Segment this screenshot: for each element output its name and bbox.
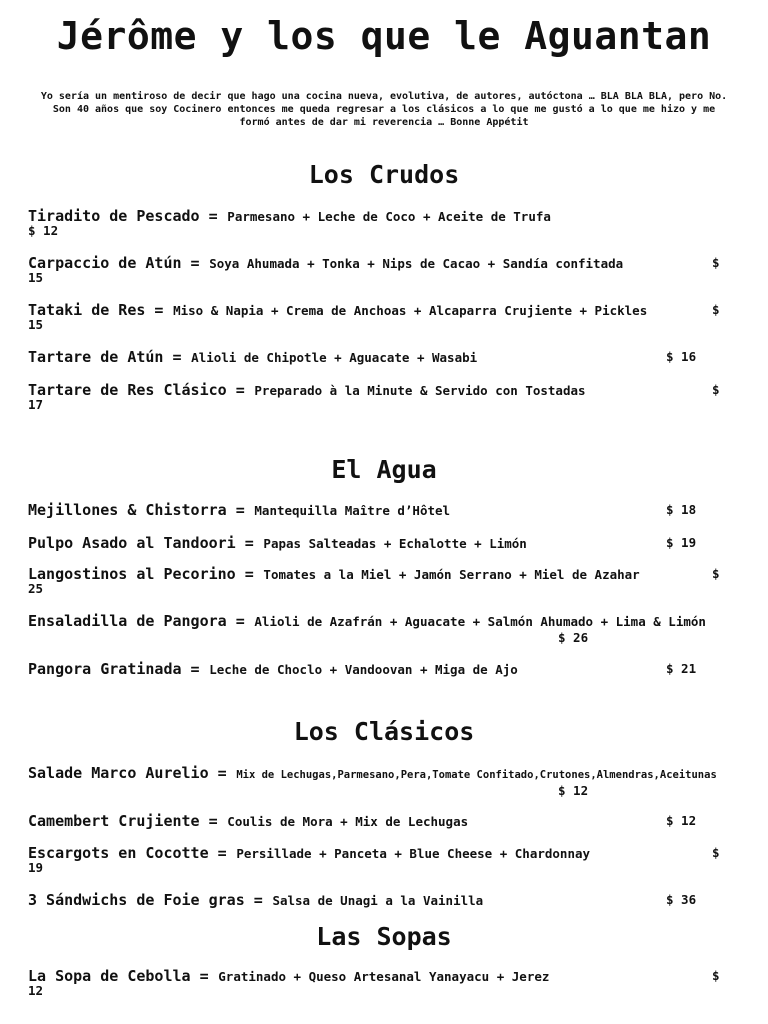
intro-text <box>20 90 748 129</box>
item-price: $ 12 <box>558 783 589 798</box>
item-price: $ 16 <box>666 349 697 364</box>
item-name: Escargots en Cocotte = <box>28 844 227 862</box>
menu-item <box>28 253 740 285</box>
item-description: Gratinado + Queso Artesanal Yanayacu + Jerez <box>218 969 550 984</box>
item-description: Tomates a la Miel + Jamón Serrano + Miel de Azahar <box>263 567 640 582</box>
item-description: Alioli de Azafrán + Aguacate + Salmón Ahumado + Lima & Limón <box>254 614 706 629</box>
item-description: Soya Ahumada + Tonka + Nips de Cacao + Sandía confitada <box>209 256 624 271</box>
item-description: Parmesano + Leche de Coco + Aceite de Trufa <box>227 209 551 224</box>
menu-item <box>28 659 740 678</box>
item-price-amount: 17 <box>28 397 44 412</box>
item-price-amount: 19 <box>28 860 44 875</box>
item-price: $ 36 <box>666 892 697 907</box>
menu-item <box>28 966 740 998</box>
intro-line: formó antes de dar mi reverencia … Bonne Appétit <box>239 117 529 128</box>
item-description: Leche de Choclo + Vandoovan + Miga de Ajo <box>209 662 518 677</box>
item-name: Pangora Gratinada = <box>28 660 200 678</box>
intro-line: Yo sería un mentiroso de decir que hago una cocina nueva, evolutiva, de autores, autóctona … BLA BLA BLA, pero No. <box>40 91 728 102</box>
item-price: $ 19 <box>666 535 697 550</box>
item-name: Langostinos al Pecorino = <box>28 565 254 583</box>
menu-item <box>28 533 740 552</box>
item-description: Coulis de Mora + Mix de Lechugas <box>227 814 469 829</box>
item-price: $ 12 <box>666 813 697 828</box>
section-title-los-crudos: Los Crudos <box>308 160 460 189</box>
item-name: Tiradito de Pescado = <box>28 207 218 225</box>
item-price: $ 26 <box>558 630 589 645</box>
menu-item <box>28 206 740 238</box>
item-description: Salsa de Unagi a la Vainilla <box>272 893 484 908</box>
menu-item <box>28 564 740 596</box>
item-price-amount: 25 <box>28 581 44 596</box>
intro-line: Son 40 años que soy Cocinero entonces me queda regresar a los clásicos a lo que me gustó a lo que me hizo y me <box>52 104 716 115</box>
menu-item <box>28 890 740 909</box>
item-description: Preparado à la Minute & Servido con Tostadas <box>254 383 586 398</box>
menu-item <box>28 500 740 519</box>
section-title-las-sopas: Las Sopas <box>316 922 452 951</box>
item-description: Papas Salteadas + Echalotte + Limón <box>263 536 527 551</box>
item-description: Alioli de Chipotle + Aguacate + Wasabi <box>191 350 478 365</box>
item-price-symbol: $ <box>712 382 720 397</box>
item-name: La Sopa de Cebolla = <box>28 967 209 985</box>
section-title-los-clasicos: Los Clásicos <box>293 717 475 746</box>
menu-item <box>28 763 740 798</box>
menu-item <box>28 843 740 875</box>
menu-item <box>28 300 740 332</box>
item-name: Tataki de Res = <box>28 301 164 319</box>
item-price-amount: 15 <box>28 270 44 285</box>
item-name: Mejillones & Chistorra = <box>28 501 245 519</box>
menu-item <box>28 611 740 645</box>
item-name: Tartare de Res Clásico = <box>28 381 245 399</box>
item-name: Ensaladilla de Pangora = <box>28 612 245 630</box>
item-price-symbol: $ <box>712 302 720 317</box>
item-name: Pulpo Asado al Tandoori = <box>28 534 254 552</box>
item-price-amount: 12 <box>28 983 44 998</box>
menu-item <box>28 811 740 830</box>
item-price-amount: 15 <box>28 317 44 332</box>
menu-item <box>28 347 740 366</box>
item-name: Tartare de Atún = <box>28 348 182 366</box>
item-name: Carpaccio de Atún = <box>28 254 200 272</box>
item-description: Mix de Lechugas,Parmesano,Pera,Tomate Confitado,Crutones,Almendras,Aceitunas <box>236 769 717 781</box>
item-description: Mantequilla Maître d’Hôtel <box>254 503 451 518</box>
item-name: 3 Sándwichs de Foie gras = <box>28 891 263 909</box>
item-price-symbol: $ <box>712 968 720 983</box>
item-price-symbol: $ <box>712 255 720 270</box>
section-title-el-agua: El Agua <box>331 455 437 484</box>
item-price: $ 12 <box>28 223 59 238</box>
item-description: Persillade + Panceta + Blue Cheese + Chardonnay <box>236 846 591 861</box>
item-name: Salade Marco Aurelio = <box>28 764 227 782</box>
item-price-symbol: $ <box>712 845 720 860</box>
item-price: $ 21 <box>666 661 697 676</box>
item-price: $ 18 <box>666 502 697 517</box>
item-name: Camembert Crujiente = <box>28 812 218 830</box>
item-price-symbol: $ <box>712 566 720 581</box>
menu-item <box>28 380 740 412</box>
item-description: Miso & Napia + Crema de Anchoas + Alcaparra Crujiente + Pickles <box>173 303 648 318</box>
menu-title: Jérôme y los que le Aguantan <box>56 14 712 58</box>
